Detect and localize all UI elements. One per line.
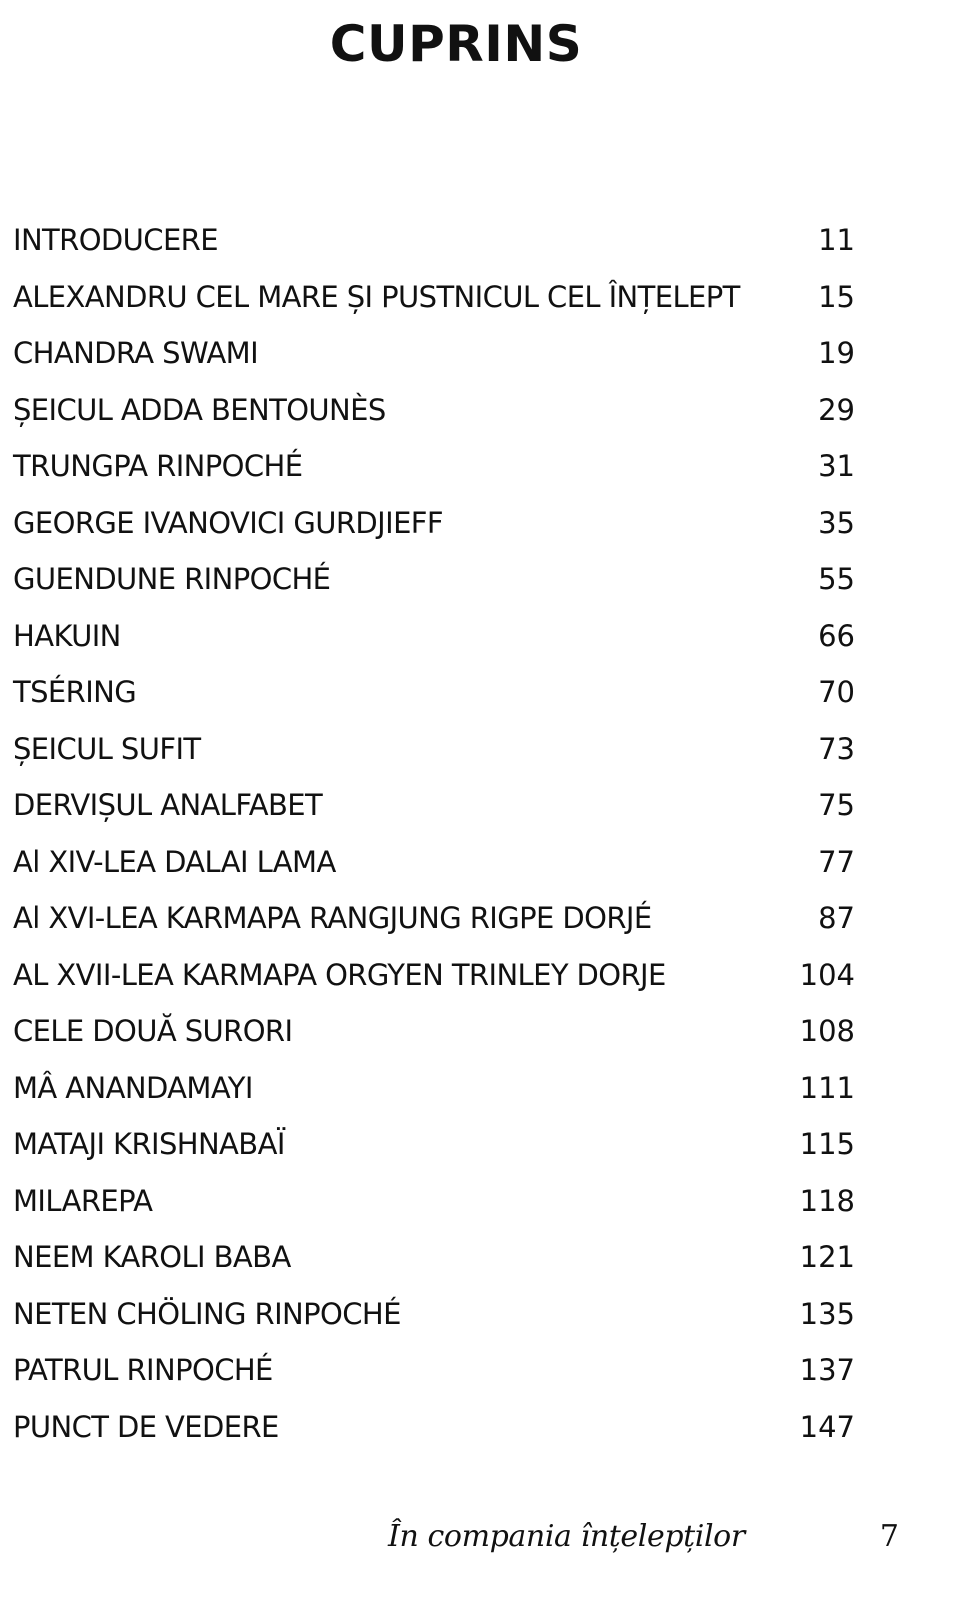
toc-entry-page: 77 <box>818 844 855 879</box>
toc-entry[interactable] <box>13 1064 855 1121</box>
toc-entry[interactable] <box>13 612 855 669</box>
toc-entry[interactable] <box>13 1290 855 1347</box>
toc-entry[interactable] <box>13 1403 855 1460</box>
toc-entry-page: 29 <box>818 392 855 427</box>
toc-entry-page: 31 <box>818 449 855 483</box>
toc-entry-title: NETEN CHÖLING RINPOCHÉ <box>13 1296 401 1331</box>
toc-entry-title: DERVIȘUL ANALFABET <box>13 788 323 822</box>
toc-entry-title: MÂ ANANDAMAYI <box>13 1070 253 1105</box>
toc-entry-title: PATRUL RINPOCHÉ <box>13 1353 273 1387</box>
toc-entry-title: ȘEICUL SUFIT <box>13 731 201 766</box>
toc-entry-page: 73 <box>818 731 855 766</box>
toc-entry-title: Al XVI-LEA KARMAPA RANGJUNG RIGPE DORJÉ <box>13 901 652 935</box>
toc-entry[interactable] <box>13 1120 855 1177</box>
toc-entry[interactable] <box>13 1233 855 1290</box>
toc-entry-page: 121 <box>799 1240 855 1274</box>
toc-entry[interactable] <box>13 1177 855 1234</box>
toc-entry-title: TRUNGPA RINPOCHÉ <box>13 449 303 483</box>
toc-entry-title: HAKUIN <box>13 618 121 653</box>
toc-entry[interactable] <box>13 555 855 612</box>
toc-entry-page: 11 <box>818 223 855 257</box>
toc-entry-page: 15 <box>818 279 855 314</box>
page-title: CUPRINS <box>329 15 583 73</box>
page-number: 7 <box>879 1519 899 1554</box>
toc-entry-page: 147 <box>799 1409 855 1444</box>
toc-entry-title: TSÉRING <box>13 675 137 709</box>
toc-entry-page: 66 <box>818 618 855 653</box>
toc-entry-title: CELE DOUĂ SURORI <box>13 1014 293 1048</box>
toc-entry[interactable] <box>13 838 855 895</box>
toc-entry-page: 135 <box>799 1296 855 1331</box>
toc-entry[interactable] <box>13 894 855 951</box>
toc-entry[interactable] <box>13 1346 855 1403</box>
toc-entry-page: 137 <box>799 1353 855 1387</box>
toc-entry[interactable] <box>13 668 855 725</box>
toc-entry-title: NEEM KAROLI BABA <box>13 1240 291 1274</box>
toc-entry-page: 87 <box>818 901 855 935</box>
toc-entry-title: Al XIV-LEA DALAI LAMA <box>13 844 336 879</box>
toc-entry-title: MATAJI KRISHNABAÏ <box>13 1127 285 1161</box>
toc-entry-title: GEORGE IVANOVICI GURDJIEFF <box>13 505 443 540</box>
toc-entry-title: ALEXANDRU CEL MARE ȘI PUSTNICUL CEL ÎNȚELEPT <box>13 279 740 314</box>
running-title: În compania înțelepților <box>388 1519 745 1554</box>
toc-entry-title: MILAREPA <box>13 1183 153 1218</box>
toc-entry[interactable] <box>13 386 855 443</box>
toc-entry-page: 111 <box>799 1070 855 1105</box>
toc-entry-page: 55 <box>818 562 855 596</box>
toc-entry-page: 115 <box>799 1127 855 1161</box>
toc-entry[interactable] <box>13 442 855 499</box>
toc-entry-page: 108 <box>799 1014 855 1048</box>
toc-entry[interactable] <box>13 329 855 386</box>
page-footer <box>0 1515 971 1565</box>
toc-entry-page: 104 <box>799 957 855 992</box>
toc-entry-page: 19 <box>818 336 855 370</box>
toc-entry[interactable] <box>13 1007 855 1064</box>
toc-entry[interactable] <box>13 499 855 556</box>
toc-entry-page: 35 <box>818 505 855 540</box>
toc-entry-page: 118 <box>799 1183 855 1218</box>
toc-entry-title: GUENDUNE RINPOCHÉ <box>13 562 331 596</box>
toc-entry-page: 75 <box>818 788 855 822</box>
toc-entry-title: CHANDRA SWAMI <box>13 336 259 370</box>
toc-entry-title: INTRODUCERE <box>13 223 218 257</box>
toc-entry-title: PUNCT DE VEDERE <box>13 1409 279 1444</box>
toc-entry[interactable] <box>13 781 855 838</box>
toc-entry-title: ȘEICUL ADDA BENTOUNÈS <box>13 392 386 427</box>
table-of-contents <box>13 216 855 1459</box>
toc-entry[interactable] <box>13 273 855 330</box>
toc-entry[interactable] <box>13 216 855 273</box>
toc-entry-page: 70 <box>818 675 855 709</box>
toc-entry[interactable] <box>13 725 855 782</box>
toc-entry[interactable] <box>13 951 855 1008</box>
toc-entry-title: AL XVII-LEA KARMAPA ORGYEN TRINLEY DORJE <box>13 957 666 992</box>
